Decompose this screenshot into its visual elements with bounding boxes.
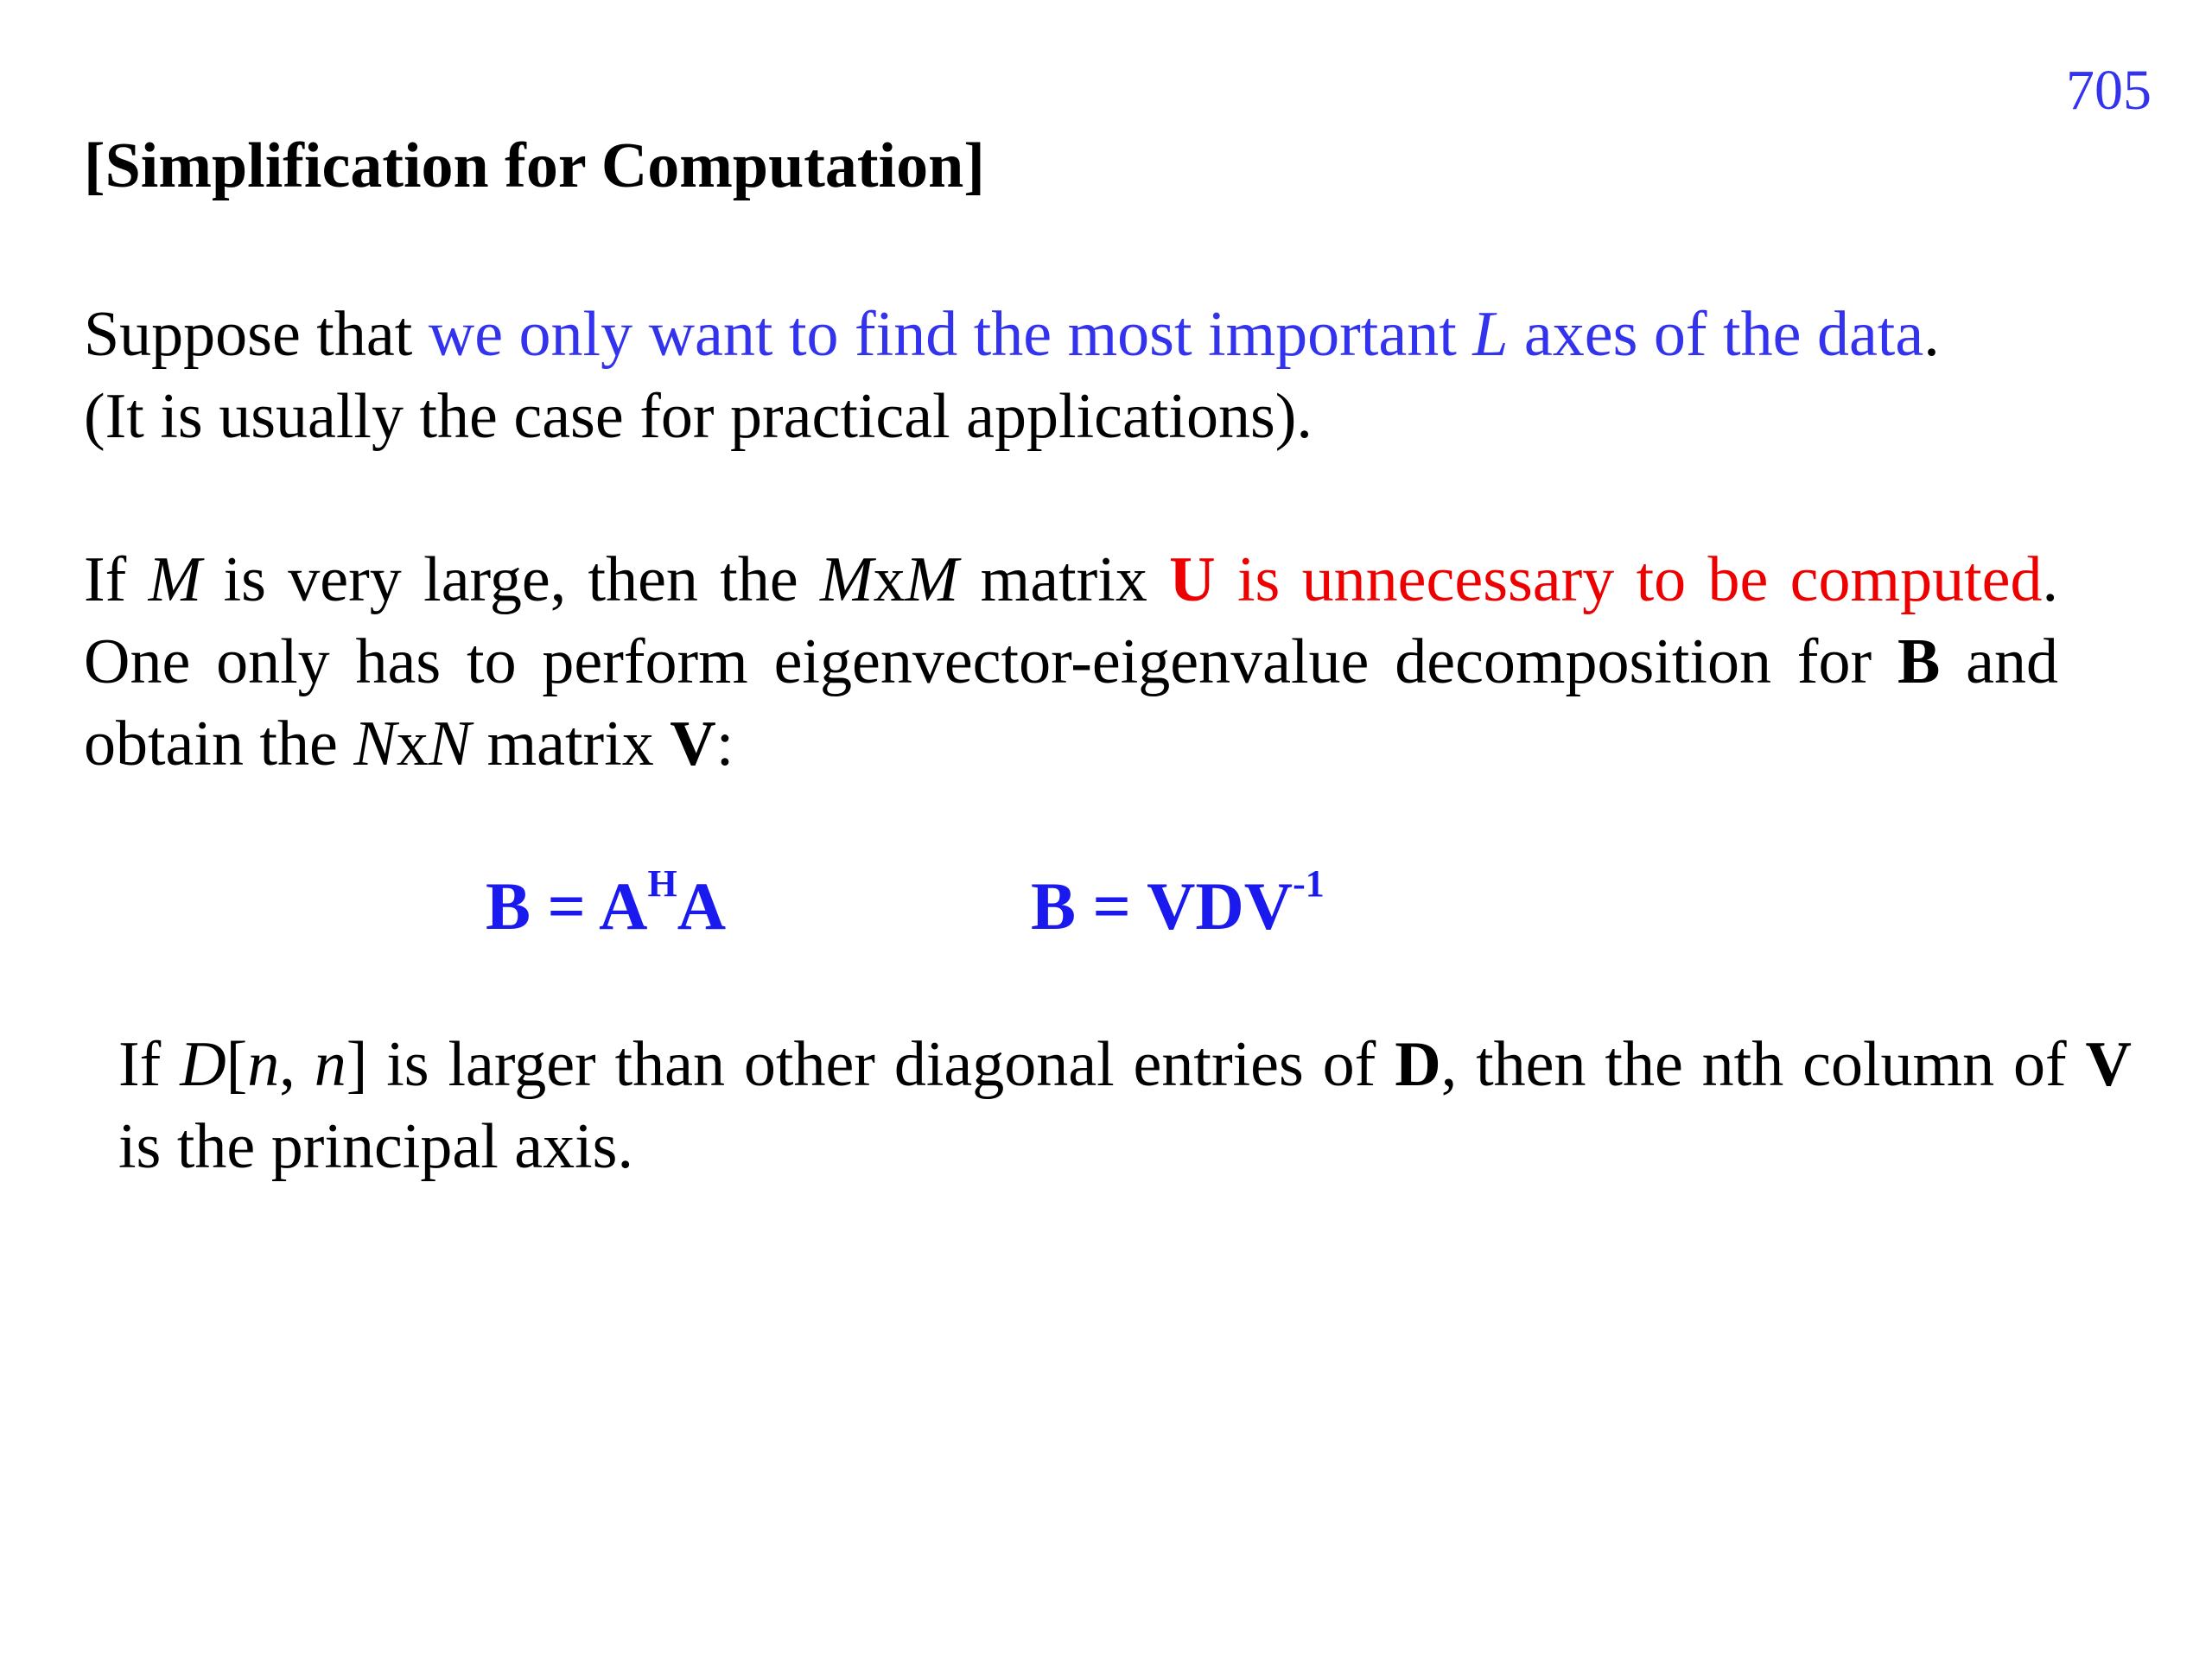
text-fragment: matrix	[958, 544, 1170, 615]
variable-L: L	[1472, 299, 1509, 370]
variable-D: D	[180, 1029, 226, 1100]
highlight-unnecessary-text: is unnecessary to be computed	[1215, 544, 2043, 615]
variable-N: N	[428, 709, 472, 779]
text-fragment: If	[84, 544, 149, 615]
paragraph-principal-axis	[118, 1024, 2132, 1188]
slide-title: [Simplification for Computation]	[84, 130, 985, 201]
text-fragment: . One only has to perform eigenvector-eigenvalue decomposition for	[84, 544, 2058, 697]
highlight-unnecessary	[1169, 544, 2042, 615]
equation-2-lhs: B = VDV	[1031, 868, 1294, 944]
superscript-inverse: -1	[1293, 862, 1325, 905]
variable-M: M	[820, 544, 874, 615]
page-number: 705	[2066, 59, 2152, 122]
paragraph-goal-lead: Suppose that	[84, 299, 429, 370]
highlight-goal-text-a: we only want to find the most important	[428, 299, 1473, 370]
highlight-goal-text	[429, 299, 1923, 370]
variable-M: M	[148, 544, 202, 615]
text-fragment: and obtain the	[84, 626, 2058, 779]
paragraph-goal	[84, 294, 2071, 458]
text-fragment: x	[873, 544, 906, 615]
text-fragment: ,	[279, 1029, 315, 1100]
variable-M: M	[905, 544, 959, 615]
matrix-D: D	[1395, 1029, 1441, 1100]
text-fragment: , then the nth column of	[1440, 1029, 2086, 1100]
text-fragment: x	[396, 709, 429, 779]
text-fragment: :	[715, 709, 734, 779]
equation-1-rhs: A	[677, 868, 727, 944]
matrix-B: B	[1897, 626, 1941, 697]
text-fragment: is the principal axis.	[118, 1111, 633, 1182]
text-fragment: ] is larger than other diagonal entries of	[346, 1029, 1395, 1100]
matrix-V: V	[2085, 1029, 2132, 1100]
equation-1-lhs: B = A	[486, 868, 648, 944]
paragraph-goal-note: (It is usually the case for practical applications).	[84, 381, 1313, 452]
highlight-goal-text-b: axes of the data	[1508, 299, 1924, 370]
text-fragment: is very large, then the	[201, 544, 821, 615]
superscript-H: H	[647, 862, 677, 905]
text-fragment: [	[226, 1029, 248, 1100]
matrix-U: U	[1169, 544, 1216, 615]
matrix-V: V	[670, 709, 716, 779]
variable-n: n	[314, 1029, 346, 1100]
paragraph-matrix-U	[84, 539, 2058, 785]
paragraph-goal-end: .	[1923, 299, 1940, 370]
equation-B-AHA	[486, 862, 727, 944]
variable-N: N	[353, 709, 397, 779]
text-fragment: If	[118, 1029, 181, 1100]
variable-n: n	[247, 1029, 280, 1100]
text-fragment: matrix	[471, 709, 671, 779]
equation-B-VDV-inverse	[1031, 862, 1325, 944]
